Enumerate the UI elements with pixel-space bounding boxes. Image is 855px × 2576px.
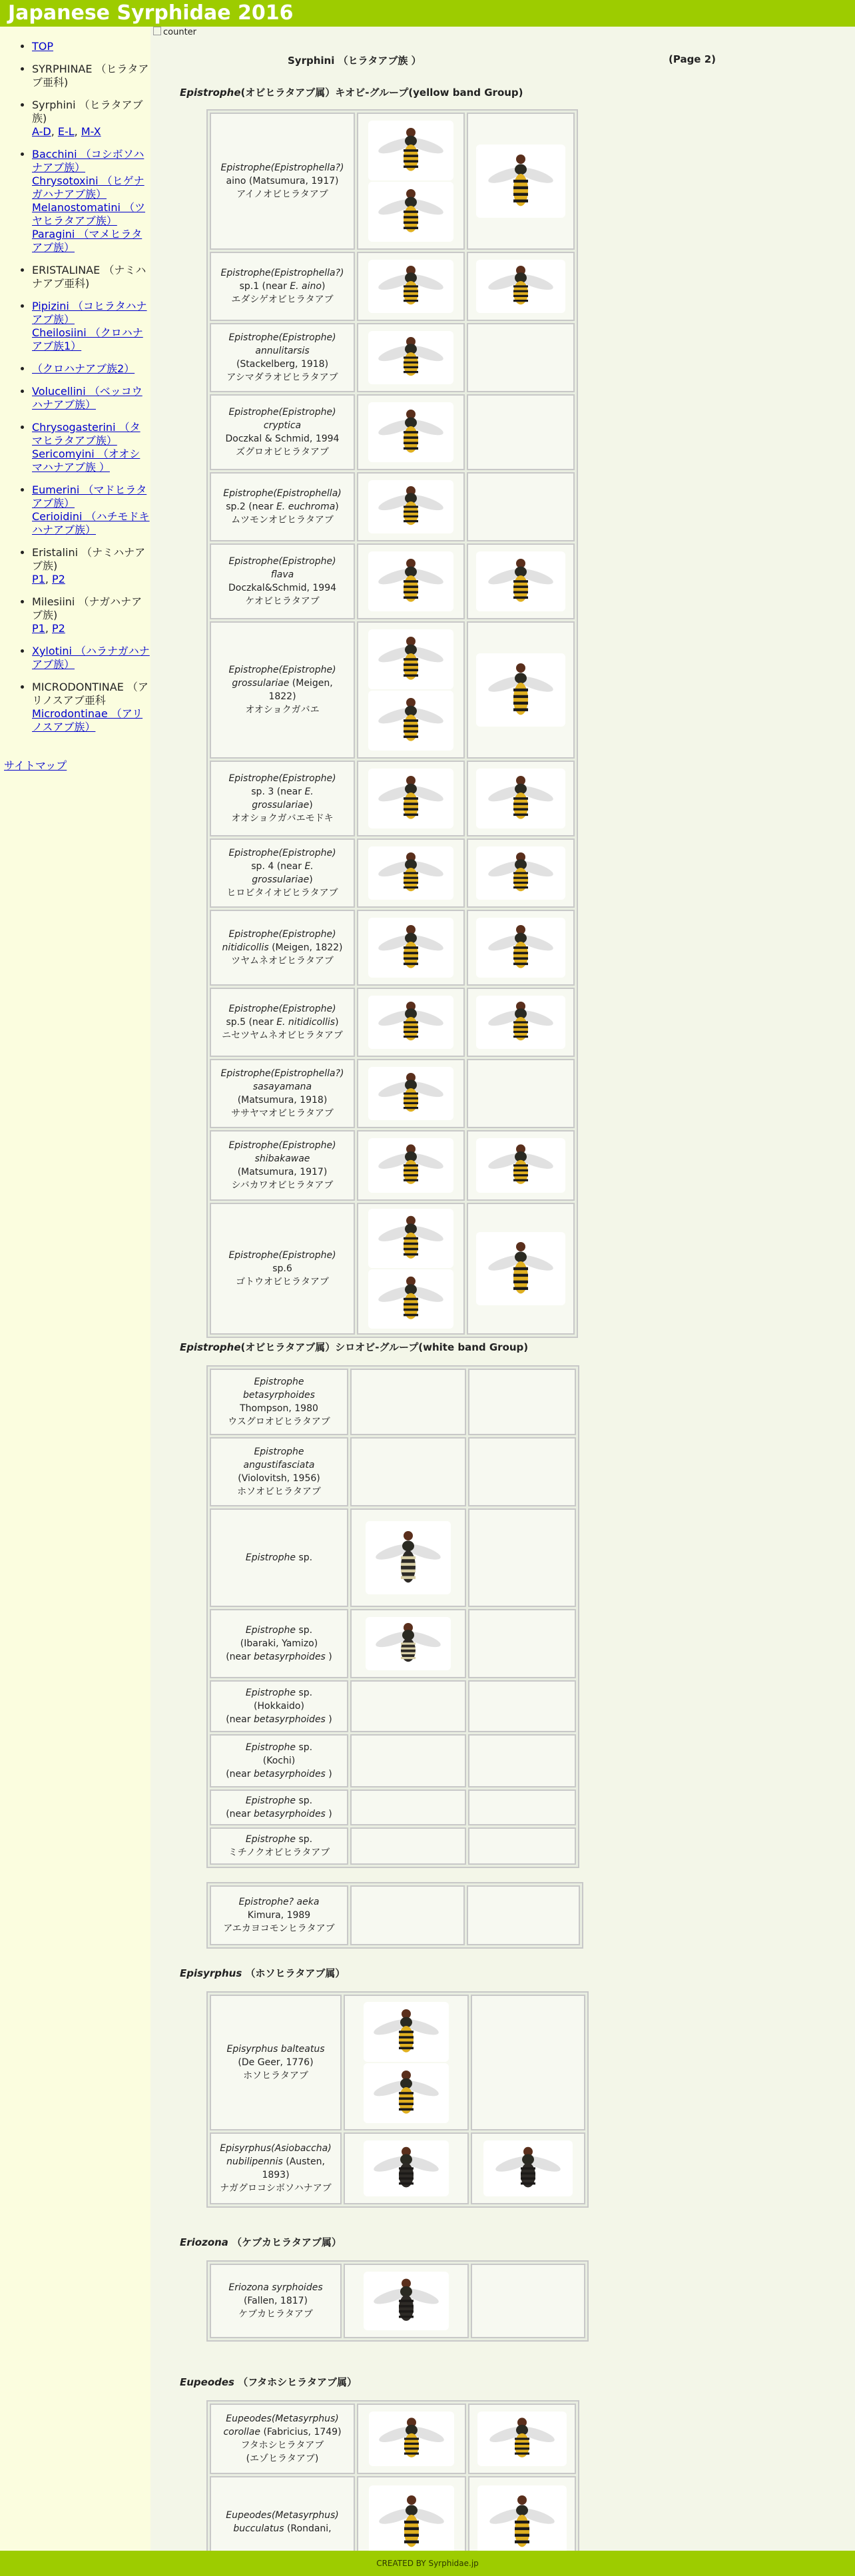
photo-cell <box>468 1827 576 1865</box>
species-name-cell: Epistrophe(Epistrophella) sp.2 (near E. euchroma) ムツモンオビヒラタアブ <box>210 472 355 541</box>
photo-cell <box>467 988 575 1057</box>
genus-heading: Eriozona （ケブカヒラタアブ属） <box>180 2236 342 2248</box>
sidebar-item: • Milesiini （ナガハナアブ族) P1, P2 <box>32 595 150 635</box>
sidebar-category-label: • ERISTALINAE （ナミハナアブ亜科) <box>32 264 146 290</box>
photo-cell <box>471 1995 585 2130</box>
species-table-yellow-band <box>206 109 578 1338</box>
species-row <box>210 1885 580 1945</box>
species-name-cell: Epistrophe(Epistrophe) sp.5 (near E. nitidicollis) ニセツヤムネオビヒラタアブ <box>210 988 355 1057</box>
photo-cell <box>467 394 575 470</box>
photo-cell <box>471 2132 585 2204</box>
photo-cell <box>467 761 575 836</box>
photo-cell <box>467 1203 575 1335</box>
photo-cell <box>350 1609 466 1678</box>
specimen-photo <box>364 2272 449 2330</box>
photo-cell <box>350 1437 466 1506</box>
specimen-photo <box>476 260 565 313</box>
genus-heading: Epistrophe(オビヒラタアブ属）シロオビ-グループ(white band Group) <box>180 1341 529 1353</box>
genus-heading: Eupeodes （フタホシヒラタアブ属） <box>180 2376 358 2388</box>
photo-cell <box>357 988 465 1057</box>
species-row <box>210 1734 576 1787</box>
photo-cell <box>357 252 465 321</box>
photo-cell <box>350 1369 466 1435</box>
photo-cell <box>350 1734 466 1787</box>
sidebar-link[interactable]: A-D <box>32 125 51 138</box>
counter-image: counter <box>153 27 196 37</box>
specimen-photo <box>477 2485 567 2559</box>
photo-cell <box>468 1609 576 1678</box>
sidebar-link[interactable]: P2 <box>52 573 65 585</box>
specimen-photo <box>368 402 453 462</box>
specimen-photo <box>368 1209 453 1268</box>
photo-cell <box>350 1680 466 1732</box>
specimen-photo <box>476 1232 565 1305</box>
sidebar-item <box>32 645 150 671</box>
sidebar-category-label: • Eristalini （ナミハナアブ族) <box>32 546 146 572</box>
photo-cell <box>468 1508 576 1607</box>
sidebar-link[interactable]: Paragini （マメヒラタアブ族） <box>32 228 142 254</box>
sidebar-link[interactable]: Melanostomatini （ツヤヒラタアブ族） <box>32 201 146 227</box>
specimen-photo <box>368 918 453 978</box>
specimen-photo <box>368 551 453 611</box>
sidebar-link[interactable]: P1 <box>32 622 45 635</box>
species-table-aeka <box>206 1882 583 1949</box>
species-row <box>210 113 575 250</box>
sitemap-link[interactable]: サイトマップ <box>4 759 67 772</box>
species-row <box>210 543 575 619</box>
specimen-photo <box>476 145 565 218</box>
specimen-photo <box>476 918 565 978</box>
species-name-cell: Epistrophe angustifasciata (Violovitsh, 1956) ホソオビヒラタアブ <box>210 1437 348 1506</box>
species-name-cell: Epistrophe(Epistrophella?) aino (Matsumura, 1917) アイノオビヒラタアブ <box>210 113 355 250</box>
photo-cell <box>468 2404 576 2474</box>
photo-cell <box>467 1059 575 1128</box>
species-row <box>210 2132 585 2204</box>
genus-heading: Epistrophe(オビヒラタアブ属）キオビ-グループ(yellow band Group) <box>180 87 523 99</box>
sidebar-item <box>32 681 150 734</box>
species-name-cell: Epistrophe(Epistrophe) cryptica Doczkal & Schmid, 1994 ズグロオビヒラタアブ <box>210 394 355 470</box>
specimen-photo <box>369 2412 454 2466</box>
sidebar-link[interactable]: E-L <box>57 125 75 138</box>
sidebar-item <box>32 264 150 290</box>
species-name-cell: Epistrophe(Epistrophe) annulitarsis (Stackelberg, 1918) アシマダラオビヒラタアブ <box>210 323 355 392</box>
specimen-photo <box>476 769 565 828</box>
specimen-photo <box>368 1138 453 1193</box>
species-row <box>210 988 575 1057</box>
species-row <box>210 1609 576 1678</box>
species-row <box>210 252 575 321</box>
footer: CREATED BY Syrphidae.jp <box>0 2551 855 2576</box>
broken-image-icon <box>153 27 161 35</box>
sidebar-item: • Eristalini （ナミハナアブ族) P1, P2 <box>32 546 150 586</box>
sidebar-item <box>32 148 150 254</box>
species-row <box>210 472 575 541</box>
photo-cell <box>350 1827 466 1865</box>
species-row <box>210 323 575 392</box>
photo-cell <box>357 910 465 986</box>
sidebar-link[interactable]: TOP <box>32 40 54 53</box>
species-table-white-band <box>206 1365 579 1868</box>
page-title: Syrphini （ヒラタアブ族 ） <box>288 55 422 67</box>
photo-cell <box>357 323 465 392</box>
species-row <box>210 1130 575 1201</box>
sidebar-item <box>32 421 150 474</box>
sidebar-category-label: • SYRPHINAE （ヒラタアブ亜科) <box>32 63 149 89</box>
species-row <box>210 1437 576 1506</box>
species-row <box>210 1680 576 1732</box>
photo-cell <box>468 1369 576 1435</box>
species-row <box>210 1827 576 1865</box>
specimen-photo <box>368 629 453 689</box>
sidebar-link[interactable]: Sericomyini （オオシマハナアブ族 ） <box>32 448 141 474</box>
specimen-photo <box>368 480 453 533</box>
specimen-photo <box>364 2063 449 2123</box>
specimen-photo <box>368 260 453 313</box>
sidebar-link[interactable]: Chrysotoxini （ヒゲナガハナアブ族） <box>32 174 144 200</box>
species-name-cell: Episyrphus(Asiobaccha) nubilipennis (Austen, 1893) ナガグロコシボソハナアブ <box>210 2132 342 2204</box>
sidebar-link[interactable]: • Eumerini （マドヒラタアブ族） <box>32 483 147 509</box>
sidebar-list <box>0 40 150 734</box>
sidebar-link[interactable]: Microdontinae （アリノスアブ族） <box>32 707 143 733</box>
species-row <box>210 621 575 759</box>
photo-cell <box>471 2264 585 2338</box>
photo-cell <box>468 1734 576 1787</box>
species-table-eupeodes <box>206 2400 579 2571</box>
photo-cell <box>357 543 465 619</box>
photo-cell <box>467 910 575 986</box>
specimen-photo <box>368 182 453 242</box>
specimen-photo <box>476 1138 565 1193</box>
sidebar-item <box>32 40 150 53</box>
photo-cell <box>467 113 575 250</box>
specimen-photo <box>483 2140 573 2196</box>
specimen-photo <box>366 1617 451 1670</box>
species-name-cell: Epistrophe sp. (Hokkaido) (near betasyrphoides ) <box>210 1680 348 1732</box>
sidebar-item <box>32 362 150 376</box>
specimen-photo <box>364 2140 449 2196</box>
photo-cell <box>467 1130 575 1201</box>
specimen-photo <box>368 769 453 828</box>
sidebar-link[interactable]: • Volucellini （ベッコウハナアブ族） <box>32 385 142 411</box>
specimen-photo <box>369 2485 454 2559</box>
species-row <box>210 1203 575 1335</box>
specimen-photo <box>476 653 565 727</box>
photo-cell <box>467 252 575 321</box>
sidebar-link[interactable]: P2 <box>52 622 65 635</box>
sidebar-link[interactable]: • Pipizini （コヒラタハナアブ族） <box>32 300 147 326</box>
specimen-photo <box>476 551 565 611</box>
sidebar-item: • Syrphini （ヒラタアブ族) A-D, E-L, M-X <box>32 99 150 139</box>
species-name-cell: Epistrophe sp. <box>210 1508 348 1607</box>
specimen-photo <box>476 846 565 900</box>
photo-cell <box>357 2404 466 2474</box>
species-name-cell: Epistrophe(Epistrophe) nitidicollis (Meigen, 1822) ツヤムネオビヒラタアブ <box>210 910 355 986</box>
photo-cell <box>350 1508 466 1607</box>
species-table-eriozona <box>206 2260 589 2342</box>
species-row <box>210 838 575 908</box>
species-name-cell: Eriozona syrphoides (Fallen, 1817) ケブカヒラタアブ <box>210 2264 342 2338</box>
species-name-cell: Epistrophe sp. ミチノクオビヒラタアブ <box>210 1827 348 1865</box>
sidebar-item <box>32 483 150 537</box>
species-name-cell: Epistrophe? aeka Kimura, 1989 アエカヨコモンヒラタアブ <box>210 1885 348 1945</box>
photo-cell <box>357 113 465 250</box>
photo-cell <box>350 1789 466 1825</box>
main-content <box>150 27 855 2551</box>
photo-cell <box>357 1130 465 1201</box>
photo-cell <box>344 2264 469 2338</box>
species-name-cell: Eupeodes(Metasyrphus) corollae (Fabricius, 1749) フタホシヒラタアブ (エゾヒラタアブ) <box>210 2404 355 2474</box>
photo-cell <box>350 1885 465 1945</box>
sidebar-item <box>32 300 150 353</box>
species-name-cell: Epistrophe(Epistrophe) sp. 4 (near E. grossulariae) ヒロビタイオビヒラタアブ <box>210 838 355 908</box>
species-name-cell: Epistrophe sp. (Kochi) (near betasyrphoides ) <box>210 1734 348 1787</box>
sidebar-category-label: • MICRODONTINAE （アリノスアブ亜科 <box>32 681 148 707</box>
sidebar-link[interactable]: Cerioidini （ハチモドキハナアブ族） <box>32 510 150 536</box>
photo-cell <box>467 621 575 759</box>
species-name-cell: Epistrophe(Epistrophe) shibakawae (Matsumura, 1917) シバカワオビヒラタアブ <box>210 1130 355 1201</box>
species-name-cell: Epistrophe(Epistrophe) sp. 3 (near E. grossulariae) オオショクガバエモドキ <box>210 761 355 836</box>
photo-cell <box>467 1885 580 1945</box>
specimen-photo <box>476 996 565 1049</box>
photo-cell <box>344 1995 469 2130</box>
sidebar-item <box>32 385 150 412</box>
species-name-cell: Epistrophe betasyrphoides Thompson, 1980 ウスグロオビヒラタアブ <box>210 1369 348 1435</box>
species-row <box>210 394 575 470</box>
species-row <box>210 910 575 986</box>
specimen-photo <box>368 331 453 384</box>
photo-cell <box>467 543 575 619</box>
species-name-cell: Epistrophe(Epistrophe) sp.6 ゴトウオビヒラタアブ <box>210 1203 355 1335</box>
photo-cell <box>468 1437 576 1506</box>
specimen-photo <box>368 121 453 180</box>
sidebar-link[interactable]: • （クロハナアブ族2） <box>32 362 135 375</box>
photo-cell <box>357 1059 465 1128</box>
photo-cell <box>468 1789 576 1825</box>
specimen-photo <box>368 1269 453 1329</box>
site-title: Japanese Syrphidae 2016 <box>0 0 855 27</box>
sidebar-category-label: • Syrphini （ヒラタアブ族) <box>32 99 143 125</box>
sidebar-link[interactable]: • Chrysogasterini （タマヒラタアブ族） <box>32 421 141 447</box>
specimen-photo <box>368 691 453 751</box>
species-row <box>210 1508 576 1607</box>
sidebar-link[interactable]: • Xylotini （ハラナガハナアブ族） <box>32 645 150 671</box>
page-number: (Page 2) <box>669 53 716 65</box>
photo-cell <box>357 1203 465 1335</box>
specimen-photo <box>366 1521 451 1594</box>
species-row <box>210 1789 576 1825</box>
genus-heading: Episyrphus （ホソヒラタアブ属） <box>180 1967 346 1979</box>
photo-cell <box>357 621 465 759</box>
sidebar-item <box>32 63 150 89</box>
photo-cell <box>468 1680 576 1732</box>
photo-cell <box>357 472 465 541</box>
photo-cell <box>344 2132 469 2204</box>
species-name-cell: Epistrophe sp. (Ibaraki, Yamizo) (near betasyrphoides ) <box>210 1609 348 1678</box>
sidebar-nav <box>0 27 150 2551</box>
species-name-cell: Epistrophe(Epistrophella?) sasayamana (Matsumura, 1918) ササヤマオビヒラタアブ <box>210 1059 355 1128</box>
specimen-photo <box>368 846 453 900</box>
species-row <box>210 1059 575 1128</box>
photo-cell <box>357 394 465 470</box>
photo-cell <box>467 472 575 541</box>
photo-cell <box>467 323 575 392</box>
sidebar-link[interactable]: P1 <box>32 573 45 585</box>
sidebar-link[interactable]: • Bacchini （コシボソハナアブ族） <box>32 148 144 174</box>
species-name-cell: Epistrophe(Epistrophella?) sp.1 (near E. aino) エダシゲオビヒラタアブ <box>210 252 355 321</box>
species-name-cell: Eupeodes(Metasyrphus) bucculatus (Rondani, <box>210 2476 355 2568</box>
species-row <box>210 2404 576 2474</box>
species-table-episyrphus <box>206 1991 589 2208</box>
species-name-cell: Episyrphus balteatus (De Geer, 1776) ホソヒラタアブ <box>210 1995 342 2130</box>
species-row <box>210 761 575 836</box>
specimen-photo <box>368 996 453 1049</box>
species-name-cell: Epistrophe sp. (near betasyrphoides ) <box>210 1789 348 1825</box>
sidebar-category-label: • Milesiini （ナガハナアブ族) <box>32 595 142 621</box>
species-row <box>210 1369 576 1435</box>
specimen-photo <box>477 2412 567 2466</box>
specimen-photo <box>368 1067 453 1120</box>
photo-cell <box>357 838 465 908</box>
species-row <box>210 1995 585 2130</box>
species-name-cell: Epistrophe(Epistrophe) grossulariae (Meigen, 1822) オオショクガバエ <box>210 621 355 759</box>
photo-cell <box>357 761 465 836</box>
species-name-cell: Epistrophe(Epistrophe) flava Doczkal&Schmid, 1994 ケオビヒラタアブ <box>210 543 355 619</box>
species-row <box>210 2264 585 2338</box>
photo-cell <box>467 838 575 908</box>
sidebar-link[interactable]: Cheilosiini （クロハナアブ族1） <box>32 326 143 352</box>
specimen-photo <box>364 2002 449 2062</box>
sidebar-link[interactable]: M-X <box>81 125 101 138</box>
